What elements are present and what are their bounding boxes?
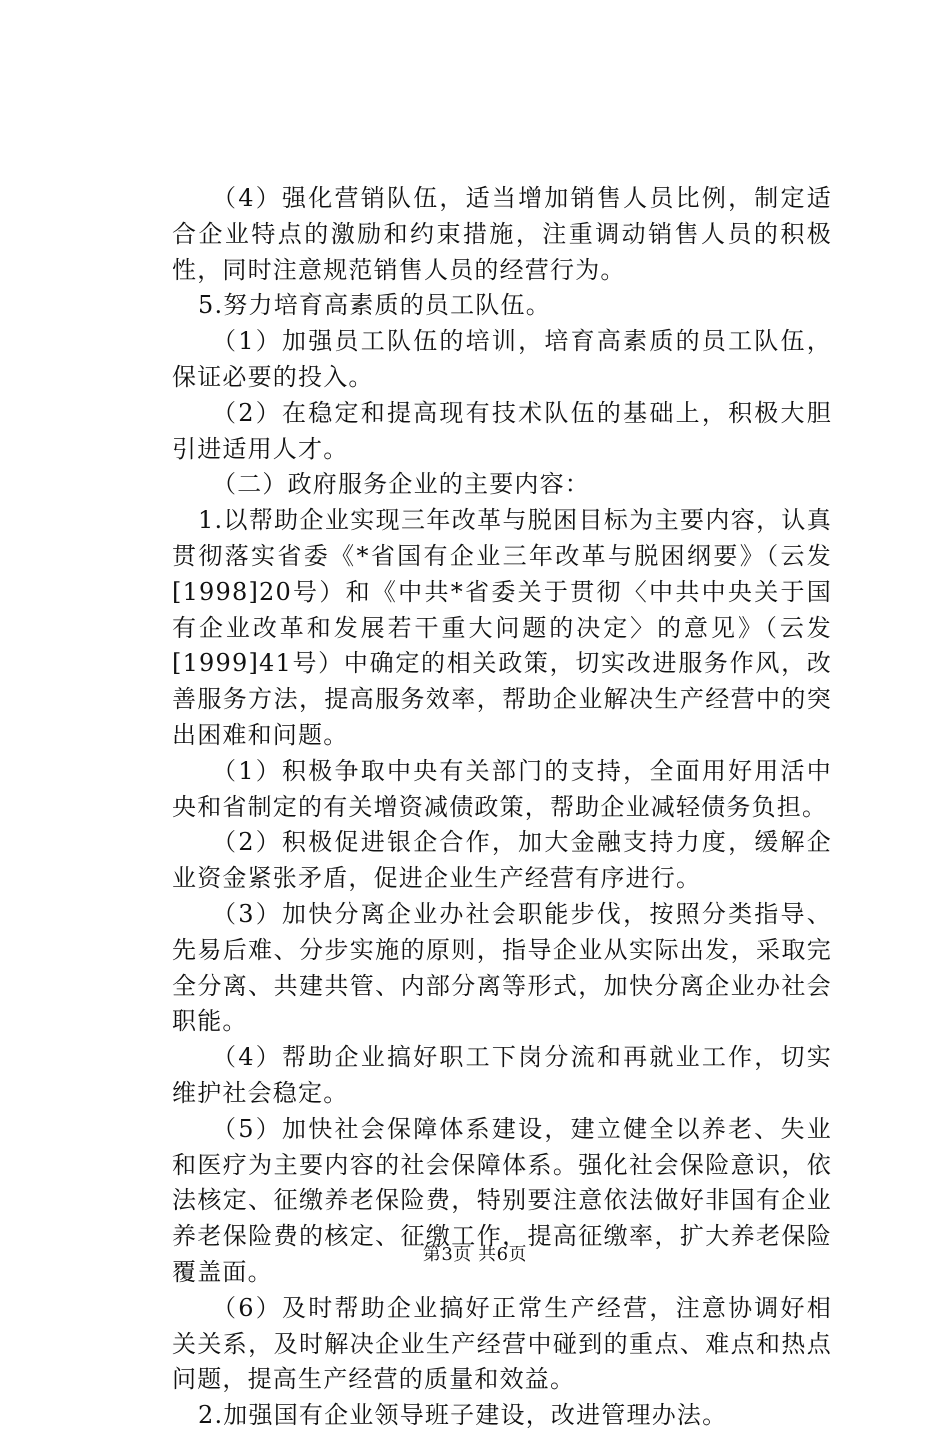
paragraph-marketing-team: （4）强化营销队伍，适当增加销售人员比例，制定适合企业特点的激励和约束措施，注重调动销售人员的积极性，同时注意规范销售人员的经营行为。	[172, 184, 832, 284]
paragraph-staff-heading: 5.努力培育高素质的员工队伍。	[198, 291, 551, 320]
paragraph-social-functions: （3）加快分离企业办社会职能步伐，按照分类指导、先易后难、分步实施的原则，指导企业从实际出发，采取完全分离、共建共管、内部分离等形式，加快分离企业办社会职能。	[172, 899, 832, 1036]
page-number-footer: 第3页 共6页	[422, 1244, 528, 1265]
paragraph-social-security: （5）加快社会保障体系建设，建立健全以养老、失业和医疗为主要内容的社会保障体系。强化社会保险意识，依法核定、征缴养老保险费，特别要注意依法做好非国有企业养老保险费的核定、征缴工作，提高征缴率，扩大养老保险覆盖面。	[172, 1114, 832, 1286]
paragraph-talent-recruitment: （2）在稳定和提高现有技术队伍的基础上，积极大胆引进适用人才。	[172, 398, 832, 463]
paragraph-staff-training: （1）加强员工队伍的培训，培育高素质的员工队伍，保证必要的投入。	[172, 327, 832, 391]
paragraph-reform-goals: 1.以帮助企业实现三年改革与脱困目标为主要内容，认真贯彻落实省委《*省国有企业三年改革与脱困纲要》（云发[1998]20号）和《中共*省委关于贯彻〈中共中央关于国有企业改革和发展若干重大问题的决定〉的意见》（云发[1999]41号）中确定的相关政策，切实改进服务作风，改善服务方法，提高服务效率，帮助企业解决生产经营中的突出困难和问题。	[172, 506, 832, 749]
paragraph-section-heading: （二）政府服务企业的主要内容：	[212, 470, 590, 499]
paragraph-central-support: （1）积极争取中央有关部门的支持，全面用好用活中央和省制定的有关增资减债政策，帮助企业减轻债务负担。	[172, 756, 832, 821]
paragraph-reemployment: （4）帮助企业搞好职工下岗分流和再就业工作，切实维护社会稳定。	[172, 1043, 832, 1107]
paragraph-bank-cooperation: （2）积极促进银企合作，加大金融支持力度，缓解企业资金紧张矛盾，促进企业生产经营有序进行。	[172, 828, 832, 893]
paragraph-leadership: 2.加强国有企业领导班子建设，改进管理办法。	[198, 1401, 728, 1430]
paragraph-production-operations: （6）及时帮助企业搞好正常生产经营，注意协调好相关关系，及时解决企业生产经营中碰到的重点、难点和热点问题，提高生产经营的质量和效益。	[172, 1293, 832, 1394]
